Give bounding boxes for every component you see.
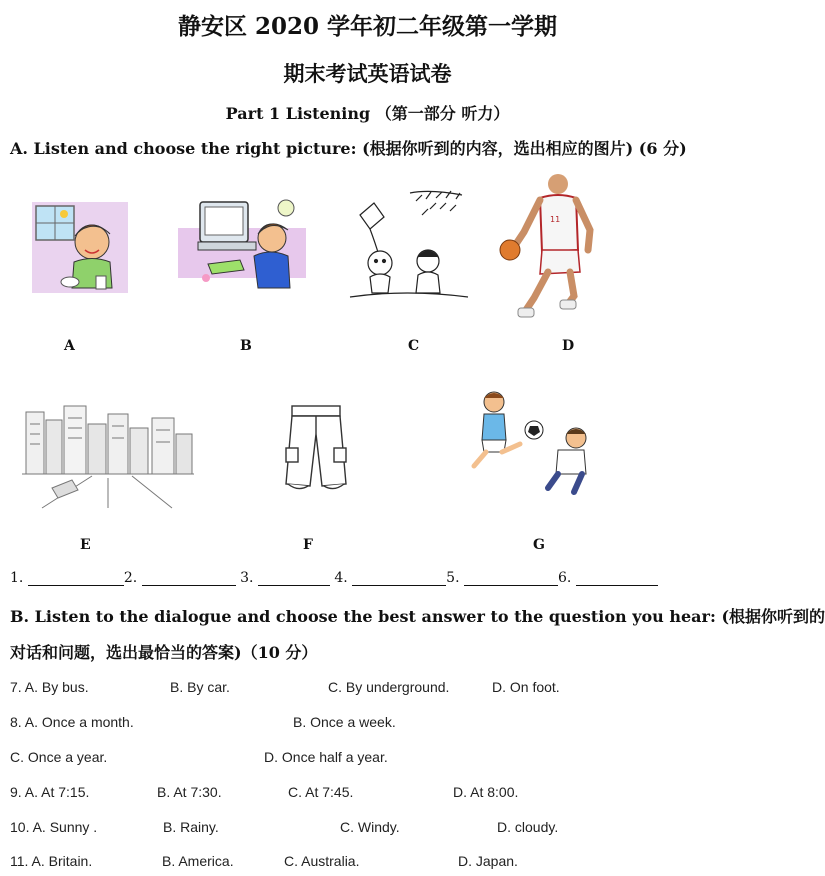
- question-11-option-b: B. America.: [162, 853, 234, 869]
- picture-label-b: B: [240, 338, 252, 354]
- blank-number-1: 1.: [10, 570, 24, 586]
- exam-title: 静安区 2020 学年初二年级第一学期: [177, 13, 558, 40]
- boys-playing-football-picture: [462, 388, 592, 500]
- answer-blank-1[interactable]: [28, 571, 124, 586]
- question-7-option-c: C. By underground.: [328, 679, 450, 695]
- question-11-option-d: D. Japan.: [458, 853, 518, 869]
- section-b-instruction-line1: B. Listen to the dialogue and choose the best answer to the question you hear: (根据你听到的: [10, 607, 825, 626]
- children-flying-kite-picture: [340, 185, 472, 303]
- question-8-option-a: 8. A. Once a month.: [10, 714, 134, 730]
- question-7-option-b: B. By car.: [170, 679, 230, 695]
- question-10-option-d: D. cloudy.: [497, 819, 559, 835]
- question-9-option-b: B. At 7:30.: [157, 784, 222, 800]
- picture-label-g: G: [533, 537, 545, 553]
- blank-number-4: 4.: [334, 570, 348, 586]
- exam-subtitle: 期末考试英语试卷: [283, 61, 452, 86]
- question-9-option-a: 9. A. At 7:15.: [10, 784, 90, 800]
- trousers-picture: [280, 404, 352, 496]
- question-8-option-b: B. Once a week.: [293, 714, 396, 730]
- blank-number-5: 5.: [446, 570, 460, 586]
- section-b-instruction-line2: 对话和问题，选出最恰当的答案)（10 分）: [10, 643, 318, 662]
- answer-blank-6[interactable]: [576, 571, 658, 586]
- basketball-player-picture: [498, 170, 603, 322]
- picture-label-a: A: [64, 338, 75, 354]
- question-8-option-c: C. Once a year.: [10, 749, 108, 765]
- picture-label-c: C: [408, 338, 420, 354]
- answer-blanks: [10, 570, 658, 586]
- question-11-option-a: 11. A. Britain.: [10, 853, 93, 869]
- city-street-picture: [22, 398, 194, 510]
- question-10-option-a: 10. A. Sunny .: [10, 819, 98, 835]
- question-9-option-d: D. At 8:00.: [453, 784, 519, 800]
- question-7-option-d: D. On foot.: [492, 679, 560, 695]
- question-8-option-d: D. Once half a year.: [264, 749, 388, 765]
- picture-label-d: D: [562, 338, 575, 354]
- answer-blank-5[interactable]: [464, 571, 558, 586]
- section-a-instruction: A. Listen and choose the right picture: (根据你听到的内容，选出相应的图片) (6 分): [10, 139, 687, 158]
- boy-at-computer-picture: [178, 198, 306, 296]
- question-7-option-a: 7. A. By bus.: [10, 679, 89, 695]
- blank-number-2: 2.: [123, 570, 138, 586]
- answer-blank-3[interactable]: [258, 571, 330, 586]
- question-9-option-c: C. At 7:45.: [288, 784, 354, 800]
- blank-number-6: 6.: [557, 570, 572, 586]
- picture-label-f: F: [303, 537, 313, 553]
- question-10-option-c: C. Windy.: [340, 819, 400, 835]
- picture-label-e: E: [80, 537, 91, 553]
- answer-blank-4[interactable]: [352, 571, 446, 586]
- blank-number-3: 3.: [240, 570, 254, 586]
- question-11-option-c: C. Australia.: [284, 853, 360, 869]
- boy-eating-picture: [30, 200, 130, 295]
- part-heading: Part 1 Listening （第一部分 听力）: [225, 104, 510, 123]
- question-10-option-b: B. Rainy.: [163, 819, 219, 835]
- svg-text:11: 11: [550, 215, 561, 224]
- answer-blank-2[interactable]: [142, 571, 236, 586]
